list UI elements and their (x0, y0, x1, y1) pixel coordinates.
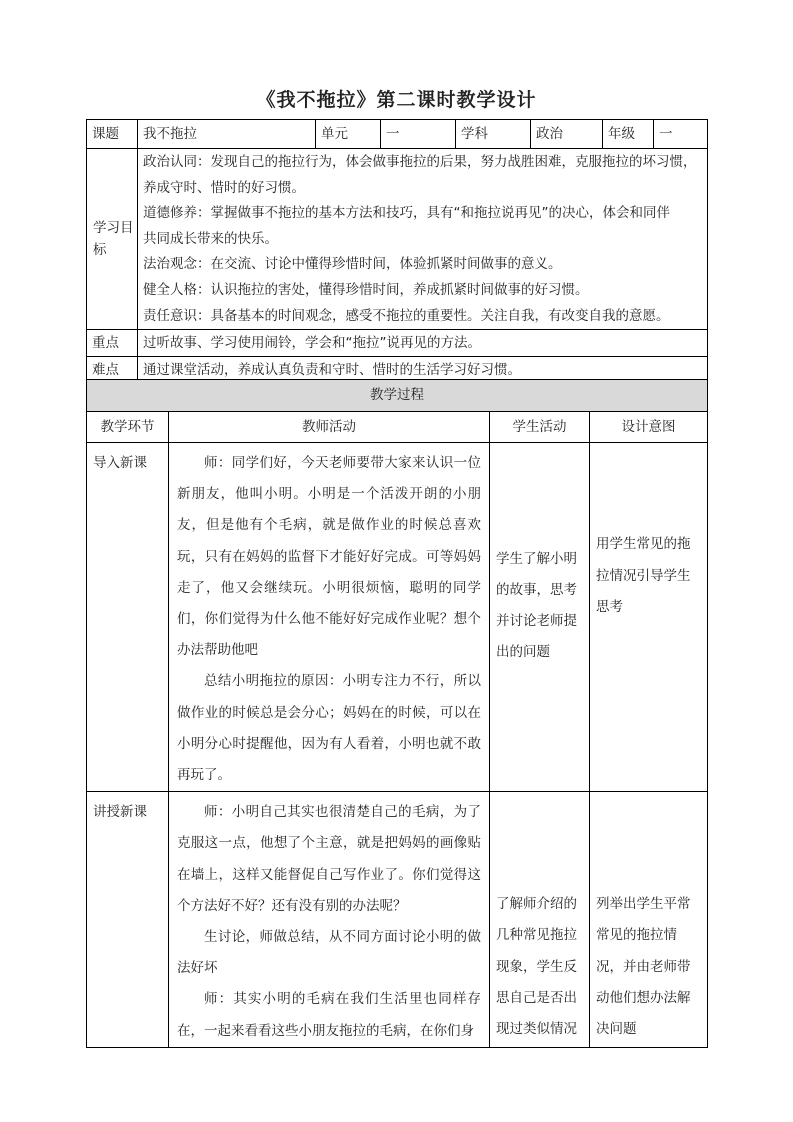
objective-line: 道德修养：掌握做事不拖拉的基本方法和技巧，具有“和拖拉说再见”的决心，体会和同伴 (143, 205, 670, 222)
stage-cell: 导入新课 (87, 443, 169, 792)
teacher-paragraph: 师：小明自己其实也很清楚自己的毛病，为了克服这一点，他想了个主意，就是把妈妈的画像贴在墙上，这样又能督促自己写作业了。你们觉得这个方法好不好？还有没有别的办法呢？ (177, 804, 481, 914)
grade-label: 年级 (603, 120, 654, 149)
student-activity-cell: 了解师介绍的几种常见拖拉现象，学生反思自己是否出现过类似情况 (490, 792, 590, 1048)
subject-label: 学科 (456, 120, 531, 149)
design-intent-cell: 列举出学生平常常见的拖拉情况，并由老师带动他们想办法解决问题 (590, 792, 708, 1048)
objective-line: 法治观念：在交流、讨论中懂得珍惜时间，体验抓紧时间做事的意义。 (143, 256, 562, 273)
header-teacher-activity: 教师活动 (169, 412, 490, 443)
teacher-paragraph: 师：其实小明的毛病在我们生活里也同样存在，一起来看看这些小朋友拖拉的毛病，在你们身 (177, 991, 481, 1039)
header-design-intent: 设计意图 (590, 412, 708, 443)
objective-line: 养成守时、惜时的好习惯。 (143, 179, 305, 196)
objectives-label: 学习目标 (87, 149, 138, 330)
teacher-paragraph: 师：同学们好，今天老师要带大家来认识一位新朋友，他叫小明。小明是一个活泼开朗的小朋友，但是他有个毛病，就是做作业的时候总喜欢玩，只有在妈妈的监督下才能好好完成。可等妈妈走了，他又会继续玩。小明很烦恼，聪明的同学们，你们觉得为什么他不能好好完成作业呢？想个办法帮助他吧 (177, 455, 481, 659)
unit-label: 单元 (316, 120, 381, 149)
topic-value: 我不拖拉 (138, 120, 316, 149)
subject-value: 政治 (531, 120, 603, 149)
grade-value: 一 (654, 120, 708, 149)
student-activity-cell: 学生了解小明的故事，思考并讨论老师提出的问题 (490, 443, 590, 792)
design-intent-cell: 用学生常见的拖拉情况引导学生思考 (590, 443, 708, 792)
teaching-process-title: 教学过程 (87, 380, 708, 412)
lesson-info-table (86, 119, 708, 384)
objective-line: 责任意识：具备基本的时间观念，感受不拖拉的重要性。关注自我，有改变自我的意愿。 (143, 307, 670, 324)
key-point-label: 重点 (87, 330, 138, 357)
difficulty-label: 难点 (87, 357, 138, 384)
teaching-process-table (86, 379, 708, 1048)
teacher-activity-cell (169, 792, 490, 1048)
unit-value: 一 (381, 120, 456, 149)
teacher-paragraph: 总结小明拖拉的原因：小明专注力不行，所以做作业的时候总是会分心；妈妈在的时候，可以在小明分心时提醒他，因为有人看着，小明也就不敢再玩了。 (177, 673, 481, 784)
objective-line: 共同成长带来的快乐。 (143, 230, 278, 247)
table-row (87, 443, 708, 792)
page-title: 《我不拖拉》第二课时教学设计 (256, 89, 537, 111)
topic-label: 课题 (87, 120, 138, 149)
stage-cell: 讲授新课 (87, 792, 169, 1048)
objective-line: 政治认同：发现自己的拖拉行为，体会做事拖拉的后果，努力战胜困难，克服拖拉的坏习惯， (143, 154, 697, 170)
teacher-paragraph: 生讨论，师做总结，从不同方面讨论小明的做法好坏 (177, 929, 481, 977)
difficulty-value: 通过课堂活动，养成认真负责和守时、惜时的生活学习好习惯。 (138, 357, 708, 384)
header-student-activity: 学生活动 (490, 412, 590, 443)
objective-line: 健全人格：认识拖拉的害处，懂得珍惜时间，养成抓紧时间做事的好习惯。 (143, 281, 589, 298)
table-row (87, 792, 708, 1048)
teacher-activity-cell (169, 443, 490, 792)
header-stage: 教学环节 (87, 412, 169, 443)
key-point-value: 过听故事、学习使用闹铃，学会和“拖拉”说再见的方法。 (138, 330, 708, 357)
objectives-content (138, 149, 708, 330)
